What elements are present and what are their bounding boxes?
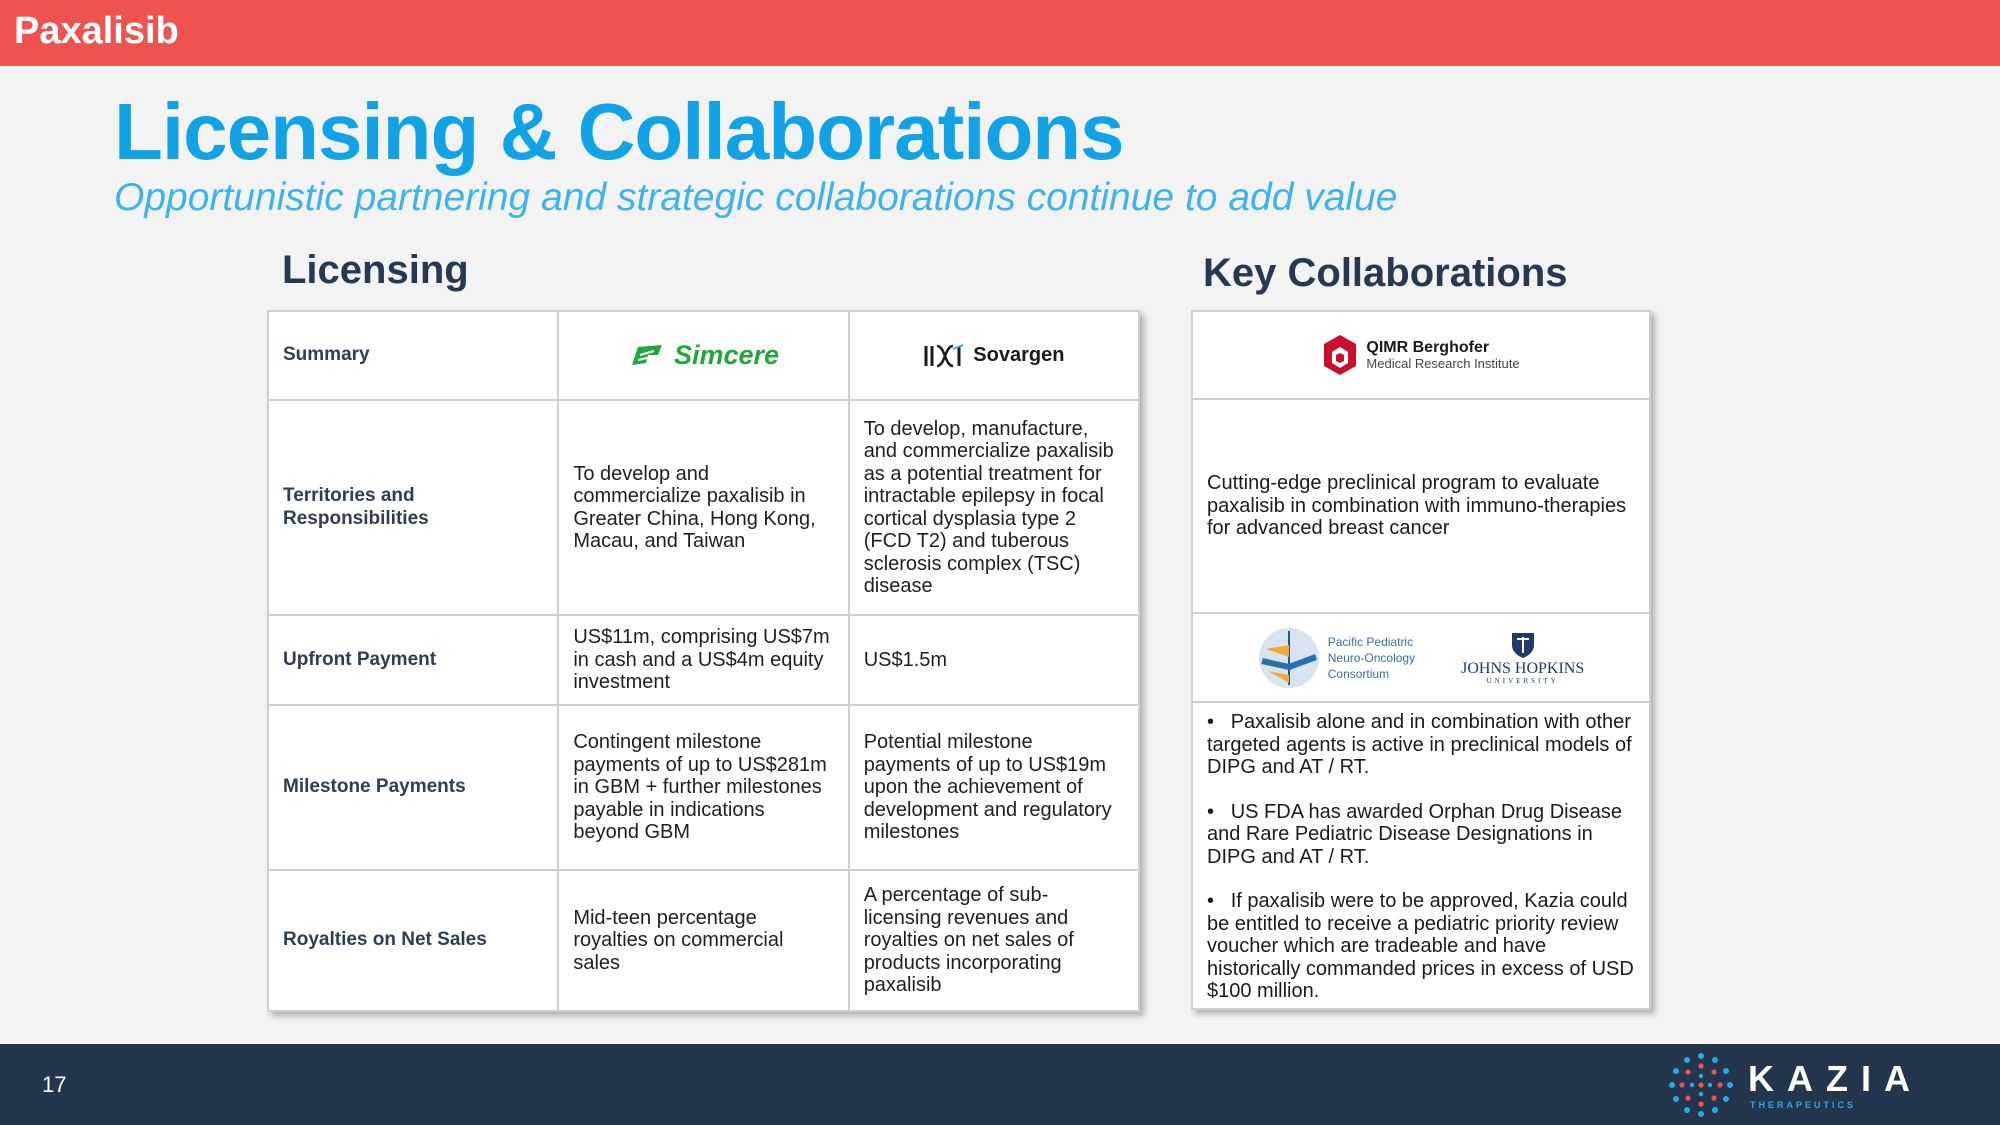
jhu-name: JOHNS HOPKINS [1461,659,1585,677]
sovargen-logo-cell [849,311,1139,400]
sovargen-logo [864,343,1124,369]
simcere-cell: US$11m, comprising US$7m in cash and a US$4m equity investment [558,615,848,705]
kazia-name: KAZIA [1748,1058,1923,1099]
jhu-logo [1461,631,1584,685]
bullet-item [1207,890,1635,1003]
page-subtitle: Opportunistic partnering and strategic collaborations continue to add value [114,176,1398,219]
bullet-item [1207,711,1635,779]
ppnoc-line: Neuro-Oncology [1327,650,1416,665]
partner-logos [1193,614,1649,703]
licensing-heading: Licensing [282,248,469,292]
row-label: Milestone Payments [268,705,558,870]
collaboration-bullets [1193,703,1649,1008]
bullet-text: If paxalisib were to be approved, Kazia could be entitled to receive a pediatric priority review voucher which are tradeable and have historically commanded prices in excess of USD $100 million. [1207,890,1634,1002]
simcere-logo-cell [558,311,848,400]
kazia-subtitle: THERAPEUTICS [1750,1100,1857,1110]
footer-bar [0,1044,2000,1125]
collaborations-panel [1191,310,1651,1010]
simcere-name: Simcere [673,340,780,371]
table-row [268,615,1139,705]
sovargen-dna-icon [923,343,967,369]
qimr-hexagon-icon [1322,333,1358,377]
ppnoc-line: Consortium [1327,666,1390,681]
kazia-dots-icon [1668,1052,1734,1118]
sovargen-cell: Potential milestone payments of up to US$19m upon the achievement of development and regulatory milestones [849,705,1139,870]
ppnoc-name [1328,634,1415,682]
qimr-name: QIMR Berghofer [1366,338,1490,356]
qimr-description: Cutting-edge preclinical program to evaluate paxalisib in combination with immuno-therapies for advanced breast cancer [1193,400,1649,614]
bullet-marker: • [1207,711,1215,733]
simcere-cell: To develop and commercialize paxalisib in Greater China, Hong Kong, Macau, and Taiwan [558,400,848,615]
simcere-leaf-icon [628,341,668,371]
bullet-marker: • [1207,890,1215,912]
table-row [268,705,1139,870]
jhu-shield-icon [1510,631,1536,659]
page-number: 17 [42,1072,67,1097]
bullet-text: US FDA has awarded Orphan Drug Disease and Rare Pediatric Disease Designations in DIPG and AT / RT. [1207,800,1622,868]
section-label: Paxalisib [14,10,179,52]
summary-label: Summary [268,311,558,400]
simcere-cell: Contingent milestone payments of up to US$281m in GBM + further milestones payable in indications beyond GBM [558,705,848,870]
simcere-logo [573,341,833,371]
sovargen-cell: To develop, manufacture, and commercialize paxalisib as a potential treatment for intractable epilepsy in focal cortical dysplasia type 2 (FCD T2) and tuberous sclerosis complex (TSC) disease [849,400,1139,615]
sovargen-name: Sovargen [973,344,1065,367]
kazia-logo [1668,1052,1923,1118]
ppnoc-line: Pacific Pediatric [1327,634,1414,649]
jhu-subtitle: UNIVERSITY [1486,676,1559,685]
simcere-cell: Mid-teen percentage royalties on commercial sales [558,870,848,1011]
collaborations-heading: Key Collaborations [1203,251,1568,295]
bullet-text: Paxalisib alone and in combination with other targeted agents is active in preclinical models of DIPG and AT / RT. [1207,711,1632,778]
ppnoc-circle-icon [1258,627,1320,689]
bullet-item [1207,801,1635,869]
row-label: Royalties on Net Sales [268,870,558,1011]
ppnoc-logo [1258,627,1415,689]
qimr-logo [1193,312,1649,400]
qimr-text [1366,340,1519,371]
table-row [268,311,1139,400]
table-row [268,400,1139,615]
row-label: Upfront Payment [268,615,558,705]
row-label: Territories and Responsibilities [268,400,558,615]
bullet-marker: • [1207,800,1215,823]
licensing-table [267,310,1140,1012]
table-row [268,870,1139,1011]
qimr-subtitle: Medical Research Institute [1366,355,1520,371]
sovargen-cell: A percentage of sub-licensing revenues and royalties on net sales of products incorporating paxalisib [849,870,1139,1011]
header-bar [0,0,2000,66]
page-title: Licensing & Collaborations [114,87,1124,176]
sovargen-cell: US$1.5m [849,615,1139,705]
